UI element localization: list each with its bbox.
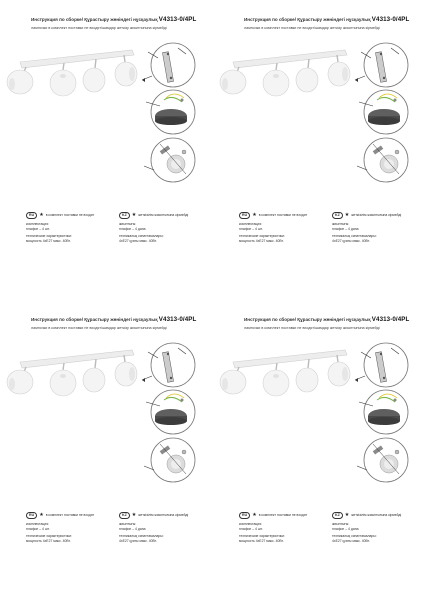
ru-kit-label: комплектация: bbox=[26, 522, 49, 526]
lamp-shade bbox=[50, 363, 76, 396]
panel-title bbox=[31, 16, 211, 23]
instruction-panel bbox=[0, 0, 212, 300]
model-number: V4313-0/4PL bbox=[371, 316, 410, 323]
ru-tech-value: мощность 4хE27 макс. 40Вт. bbox=[239, 238, 284, 243]
kz-tech-value: 4хE27 қуаты макс. 40Вт. bbox=[119, 238, 157, 243]
step-mounting-plate bbox=[355, 343, 408, 387]
mounting-bar bbox=[20, 50, 134, 68]
ru-kit-label: комплектация: bbox=[26, 222, 49, 226]
ru-note bbox=[239, 212, 329, 219]
kz-kit-label: жиынтығы: bbox=[332, 222, 350, 226]
ru-specs bbox=[26, 512, 116, 543]
lamp-shade bbox=[115, 55, 137, 86]
step-shade-install bbox=[144, 138, 195, 182]
lamp-shade bbox=[83, 359, 105, 392]
kz-badge: KZ bbox=[119, 212, 130, 219]
ru-kit-label: комплектация: bbox=[239, 222, 262, 226]
ru-badge: RU bbox=[26, 212, 37, 219]
kz-note bbox=[119, 512, 211, 519]
ru-specs bbox=[239, 512, 329, 543]
bulbs-not-included-note: лампочки в комплект поставки не входят/шамдар жеткізу жиынтығына кірмейді bbox=[244, 26, 380, 30]
ru-kit-value: плафон – 4 шт. bbox=[26, 226, 50, 231]
kz-specs bbox=[119, 512, 211, 543]
kz-kit-value: плафон – 4 дана bbox=[332, 226, 359, 231]
star-icon: ★ bbox=[131, 212, 137, 218]
kz-kit-label: жиынтығы: bbox=[332, 522, 350, 526]
step-shade-install bbox=[357, 138, 408, 182]
lamp-shade bbox=[263, 363, 289, 396]
star-icon: ★ bbox=[39, 512, 44, 518]
panel-title bbox=[244, 16, 424, 23]
kz-tech-label: техникалық сипаттамалары: bbox=[119, 234, 164, 239]
instruction-panel bbox=[213, 300, 425, 600]
star-icon: ★ bbox=[131, 512, 137, 518]
bulbs-not-included-note: лампочки в комплект поставки не входят/шамдар жеткізу жиынтығына кірмейді bbox=[31, 26, 167, 30]
bulbs-not-included-note: лампочки в комплект поставки не входят/шамдар жеткізу жиынтығына кірмейді bbox=[31, 326, 167, 330]
kz-badge: KZ bbox=[119, 512, 130, 519]
lamp-shade bbox=[328, 55, 350, 86]
ru-tech-label: технические характеристики: bbox=[26, 234, 72, 239]
model-number: V4313-0/4PL bbox=[158, 16, 197, 23]
kz-note-text: жеткізілім жиынтығына кірмейді bbox=[351, 213, 402, 218]
instruction-panel bbox=[213, 0, 425, 300]
kz-note bbox=[119, 212, 211, 219]
kz-kit-label: жиынтығы: bbox=[119, 522, 137, 526]
ru-note bbox=[26, 212, 116, 219]
kz-kit-value: плафон – 4 дана bbox=[332, 526, 359, 531]
title-text: Инструкция по сборке/ Құрастыру жөніндегі нұсқаулық bbox=[31, 317, 158, 322]
mounting-bar bbox=[233, 50, 347, 68]
ru-note-text: в комплект поставки не входят bbox=[45, 213, 95, 218]
kz-kit-label: жиынтығы: bbox=[119, 222, 137, 226]
instruction-panel bbox=[0, 300, 212, 600]
star-icon: ★ bbox=[344, 512, 350, 518]
title-text: Инструкция по сборке/ Құрастыру жөніндегі нұсқаулық bbox=[244, 17, 371, 22]
lamp-shade bbox=[296, 359, 318, 392]
lamp-shade bbox=[50, 63, 76, 96]
star-icon: ★ bbox=[344, 212, 350, 218]
bulbs-not-included-note: лампочки в комплект поставки не входят/шамдар жеткізу жиынтығына кірмейді bbox=[244, 326, 380, 330]
step-mounting-plate bbox=[142, 343, 195, 387]
ru-kit-value: плафон – 4 шт. bbox=[26, 526, 50, 531]
kz-specs bbox=[332, 512, 424, 543]
step-wiring bbox=[359, 90, 408, 134]
step-mounting-plate bbox=[355, 43, 408, 87]
ru-note-text: в комплект поставки не входят bbox=[45, 513, 95, 518]
lamp-illustration bbox=[0, 40, 140, 130]
step-wiring bbox=[146, 90, 195, 134]
ru-tech-label: технические характеристики: bbox=[26, 534, 72, 539]
ru-badge: RU bbox=[239, 212, 250, 219]
assembly-steps bbox=[138, 40, 212, 190]
lamp-shade bbox=[115, 355, 137, 386]
lamp-shade bbox=[83, 59, 105, 92]
kz-badge: KZ bbox=[332, 512, 343, 519]
panel-title bbox=[244, 316, 424, 323]
star-icon: ★ bbox=[252, 512, 257, 518]
ru-tech-value: мощность 4хE27 макс. 40Вт. bbox=[26, 538, 71, 543]
ru-specs bbox=[26, 212, 116, 243]
kz-tech-value: 4хE27 қуаты макс. 40Вт. bbox=[332, 238, 370, 243]
kz-kit-value: плафон – 4 дана bbox=[119, 226, 146, 231]
step-mounting-plate bbox=[142, 43, 195, 87]
lamp-shade bbox=[328, 355, 350, 386]
star-icon: ★ bbox=[252, 212, 257, 218]
title-text: Инструкция по сборке/ Құрастыру жөніндегі нұсқаулық bbox=[244, 317, 371, 322]
mounting-bar bbox=[20, 350, 134, 368]
lamp-shade bbox=[296, 59, 318, 92]
lamp-shade bbox=[7, 67, 33, 94]
lamp-illustration bbox=[213, 40, 353, 130]
kz-tech-value: 4хE27 қуаты макс. 40Вт. bbox=[119, 538, 157, 543]
ru-kit-label: комплектация: bbox=[239, 522, 262, 526]
mounting-bar bbox=[233, 350, 347, 368]
title-text: Инструкция по сборке/ Құрастыру жөніндегі нұсқаулық bbox=[31, 17, 158, 22]
assembly-steps bbox=[138, 340, 212, 490]
lamp-illustration bbox=[213, 340, 353, 430]
ru-badge: RU bbox=[26, 512, 37, 519]
kz-tech-label: техникалық сипаттамалары: bbox=[332, 534, 377, 539]
kz-note bbox=[332, 212, 424, 219]
kz-note-text: жеткізілім жиынтығына кірмейді bbox=[138, 213, 189, 218]
kz-note-text: жеткізілім жиынтығына кірмейді bbox=[138, 513, 189, 518]
ru-tech-value: мощность 4хE27 макс. 40Вт. bbox=[26, 238, 71, 243]
lamp-shade bbox=[220, 367, 246, 394]
kz-tech-label: техникалық сипаттамалары: bbox=[332, 234, 377, 239]
lamp-shade bbox=[263, 63, 289, 96]
lamp-shade bbox=[220, 67, 246, 94]
kz-badge: KZ bbox=[332, 212, 343, 219]
star-icon: ★ bbox=[39, 212, 44, 218]
ru-specs bbox=[239, 212, 329, 243]
ru-tech-label: технические характеристики: bbox=[239, 534, 285, 539]
ru-note bbox=[26, 512, 116, 519]
assembly-steps bbox=[351, 40, 425, 190]
step-wiring bbox=[146, 390, 195, 434]
step-wiring bbox=[359, 390, 408, 434]
kz-note-text: жеткізілім жиынтығына кірмейді bbox=[351, 513, 402, 518]
kz-specs bbox=[332, 212, 424, 243]
kz-tech-value: 4хE27 қуаты макс. 40Вт. bbox=[332, 538, 370, 543]
ru-note-text: в комплект поставки не входят bbox=[258, 213, 308, 218]
kz-tech-label: техникалық сипаттамалары: bbox=[119, 534, 164, 539]
model-number: V4313-0/4PL bbox=[371, 16, 410, 23]
kz-specs bbox=[119, 212, 211, 243]
step-shade-install bbox=[144, 438, 195, 482]
step-shade-install bbox=[357, 438, 408, 482]
lamp-illustration bbox=[0, 340, 140, 430]
assembly-steps bbox=[351, 340, 425, 490]
kz-kit-value: плафон – 4 дана bbox=[119, 526, 146, 531]
lamp-shade bbox=[7, 367, 33, 394]
ru-tech-label: технические характеристики: bbox=[239, 234, 285, 239]
kz-note bbox=[332, 512, 424, 519]
ru-tech-value: мощность 4хE27 макс. 40Вт. bbox=[239, 538, 284, 543]
ru-kit-value: плафон – 4 шт. bbox=[239, 226, 263, 231]
ru-note-text: в комплект поставки не входят bbox=[258, 513, 308, 518]
model-number: V4313-0/4PL bbox=[158, 316, 197, 323]
ru-badge: RU bbox=[239, 512, 250, 519]
panel-title bbox=[31, 316, 211, 323]
ru-note bbox=[239, 512, 329, 519]
ru-kit-value: плафон – 4 шт. bbox=[239, 526, 263, 531]
